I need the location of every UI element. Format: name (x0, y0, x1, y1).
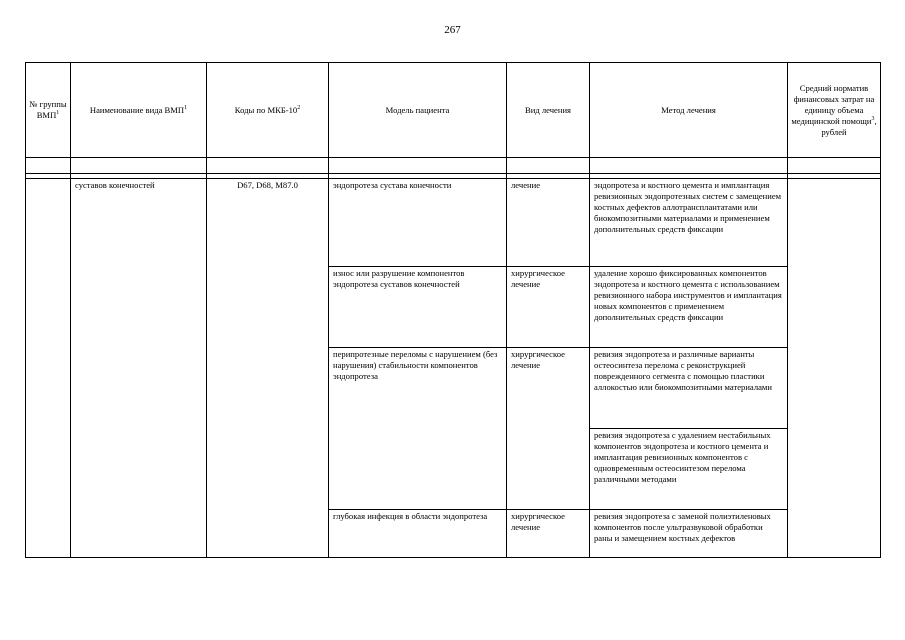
patient-model-cell: перипротезные переломы с нарушением (без нарушения) стабильности компонентов эндопротеза (329, 348, 507, 510)
header-treatment-method: Метод лечения (590, 63, 788, 158)
mkb-codes-cell: D67, D68, M87.0 (207, 179, 329, 558)
header-mkb-codes: Коды по МКБ-$10^2$ (207, 63, 329, 158)
financial-norm-cell (788, 179, 881, 558)
header-row (26, 63, 881, 158)
treatment-method-cell: ревизия эндопротеза с заменой полиэтиленовых компонентов после ультразвуковой обработки раны и замещением костных дефектов (590, 510, 788, 558)
vmp-table (25, 62, 881, 558)
group-number-cell (26, 179, 71, 558)
vmp-name-cell: суставов конечностей (71, 179, 207, 558)
treatment-type-cell: хирургическое лечение (507, 348, 590, 510)
treatment-method-cell: ревизия эндопротеза с удалением нестабильных компонентов эндопротеза и костного цемента и имплантация ревизионных компонентов с одновременным остеосинтезом перелома различными методами (590, 429, 788, 510)
header-treatment-type: Вид лечения (507, 63, 590, 158)
header-group-number: № группы ВМП$^1$ (26, 63, 71, 158)
patient-model-cell: эндопротеза сустава конечности (329, 179, 507, 267)
page-number: 267 (444, 24, 461, 36)
header-vmp-name: Наименование вида ВМП$^1$ (71, 63, 207, 158)
header-patient-model: Модель пациента (329, 63, 507, 158)
table-row (26, 179, 881, 267)
patient-model-cell: износ или разрушение компонентов эндопротеза суставов конечностей (329, 267, 507, 348)
header-financial-norm: Средний норматив финансовых затрат на единицу объема медицинской помощи$^3$, рублей (788, 63, 881, 158)
patient-model-cell: глубокая инфекция в области эндопротеза (329, 510, 507, 558)
treatment-method-cell: ревизия эндопротеза и различные варианты остеосинтеза перелома с реконструкцией поврежденного сегмента с помощью пластики аллокостью или биокомпозитными материалами (590, 348, 788, 429)
treatment-method-cell: эндопротеза и костного цемента и имплантация ревизионных эндопротезных систем с замещением костных дефектов аллотрансплантатами или биокомпозитными материалами и применением дополнительных средств фиксации (590, 179, 788, 267)
treatment-type-cell: хирургическое лечение (507, 267, 590, 348)
treatment-method-cell: удаление хорошо фиксированных компонентов эндопротеза и костного цемента с использованием ревизионного набора инструментов и имплантация новых компонентов с применением дополнительных средств фиксации (590, 267, 788, 348)
treatment-type-cell: хирургическое лечение (507, 510, 590, 558)
column-number-row (26, 158, 881, 174)
treatment-type-cell: лечение (507, 179, 590, 267)
